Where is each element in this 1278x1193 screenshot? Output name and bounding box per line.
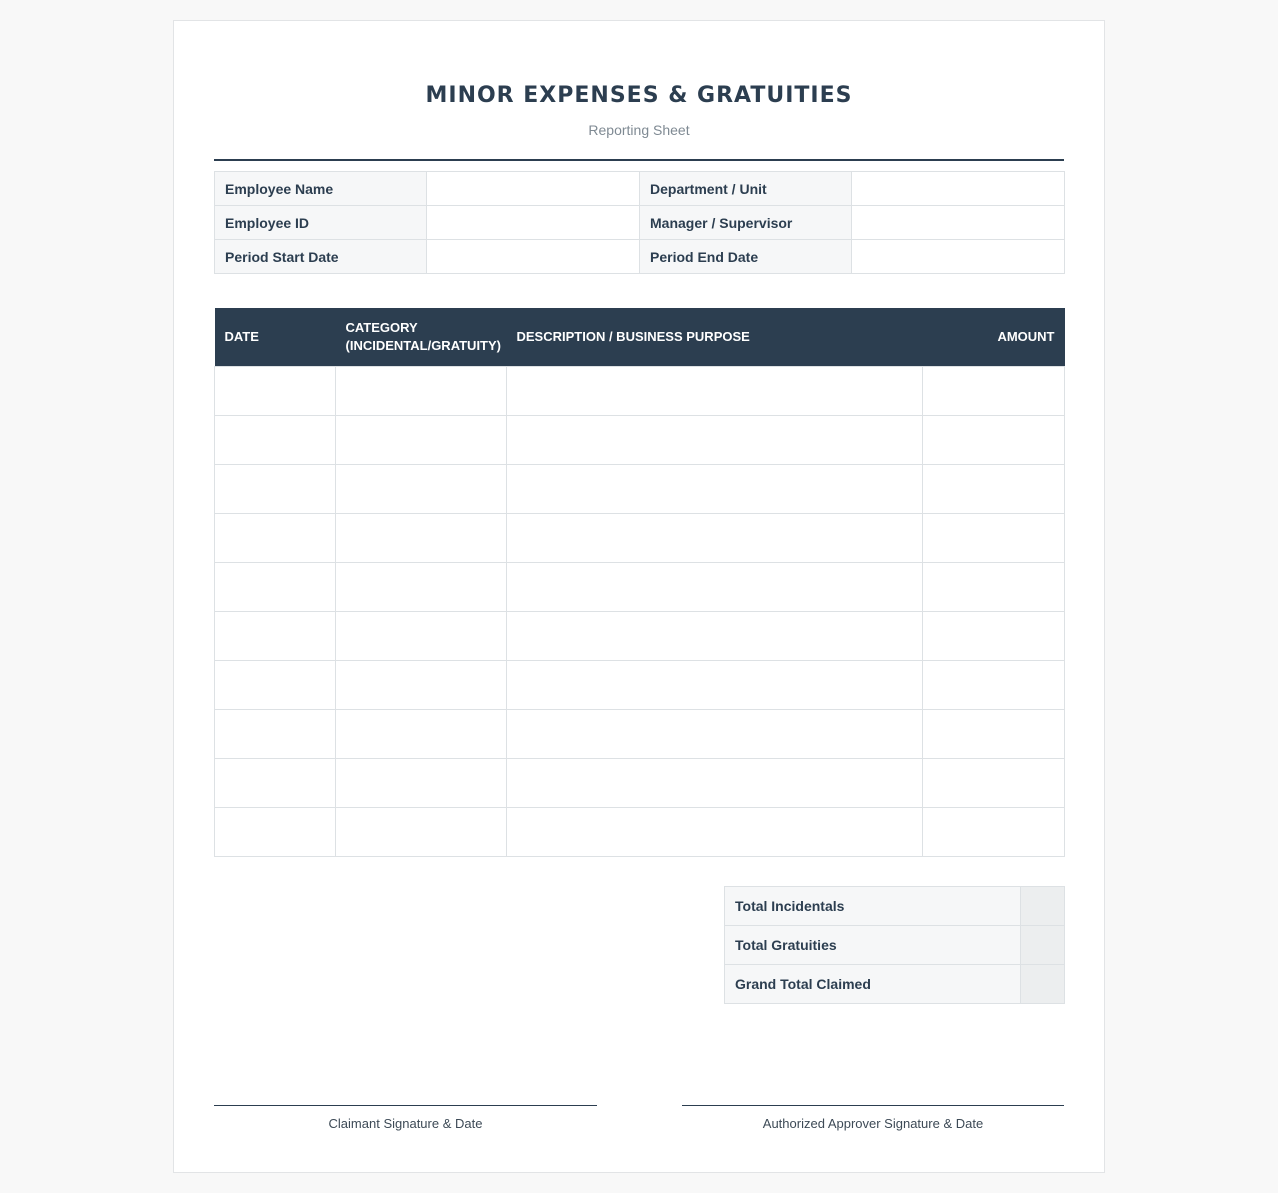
description-cell[interactable] bbox=[507, 807, 923, 856]
amount-cell[interactable] bbox=[923, 366, 1065, 415]
description-cell[interactable] bbox=[507, 513, 923, 562]
table-row bbox=[215, 366, 1065, 415]
category-cell[interactable] bbox=[336, 807, 507, 856]
amount-cell[interactable] bbox=[923, 660, 1065, 709]
period-start-label: Period Start Date bbox=[215, 240, 427, 274]
employee-name-label: Employee Name bbox=[215, 172, 427, 206]
category-column-header bbox=[336, 308, 507, 366]
amount-cell[interactable] bbox=[923, 709, 1065, 758]
description-cell[interactable] bbox=[507, 660, 923, 709]
period-end-field[interactable] bbox=[852, 240, 1065, 274]
description-cell[interactable] bbox=[507, 611, 923, 660]
manager-label: Manager / Supervisor bbox=[640, 206, 852, 240]
table-row bbox=[215, 464, 1065, 513]
date-cell[interactable] bbox=[215, 709, 336, 758]
grand-total-value bbox=[1021, 965, 1065, 1004]
amount-cell[interactable] bbox=[923, 464, 1065, 513]
table-row bbox=[215, 660, 1065, 709]
description-column-header bbox=[507, 308, 923, 366]
table-row bbox=[215, 562, 1065, 611]
category-cell[interactable] bbox=[336, 513, 507, 562]
description-cell[interactable] bbox=[507, 366, 923, 415]
info-row bbox=[215, 240, 1065, 274]
date-header-label: DATE bbox=[224, 328, 259, 344]
amount-cell[interactable] bbox=[923, 807, 1065, 856]
description-cell[interactable] bbox=[507, 709, 923, 758]
table-row bbox=[215, 709, 1065, 758]
amount-column-header bbox=[923, 308, 1065, 366]
document-subtitle: Reporting Sheet bbox=[588, 122, 690, 138]
department-field[interactable] bbox=[852, 172, 1065, 206]
amount-cell[interactable] bbox=[923, 611, 1065, 660]
claimant-signature-line[interactable] bbox=[214, 1105, 597, 1131]
date-cell[interactable] bbox=[215, 807, 336, 856]
employee-id-field[interactable] bbox=[427, 206, 640, 240]
info-row bbox=[215, 206, 1065, 240]
amount-header-label: AMOUNT bbox=[997, 328, 1055, 344]
description-cell[interactable] bbox=[507, 415, 923, 464]
total-incidentals-value bbox=[1021, 887, 1065, 926]
totals-row bbox=[725, 965, 1065, 1004]
totals-table bbox=[724, 886, 1065, 1004]
period-start-field[interactable] bbox=[427, 240, 640, 274]
date-cell[interactable] bbox=[215, 611, 336, 660]
date-cell[interactable] bbox=[215, 758, 336, 807]
amount-cell[interactable] bbox=[923, 513, 1065, 562]
total-gratuities-value bbox=[1021, 926, 1065, 965]
date-cell[interactable] bbox=[215, 464, 336, 513]
amount-cell[interactable] bbox=[923, 758, 1065, 807]
category-cell[interactable] bbox=[336, 464, 507, 513]
description-cell[interactable] bbox=[507, 464, 923, 513]
manager-field[interactable] bbox=[852, 206, 1065, 240]
category-cell[interactable] bbox=[336, 611, 507, 660]
table-row bbox=[215, 415, 1065, 464]
approver-signature-label: Authorized Approver Signature & Date bbox=[762, 1116, 984, 1131]
table-row bbox=[215, 611, 1065, 660]
period-end-label: Period End Date bbox=[640, 240, 852, 274]
amount-cell[interactable] bbox=[923, 415, 1065, 464]
total-incidentals-label: Total Incidentals bbox=[725, 887, 1021, 926]
date-cell[interactable] bbox=[215, 562, 336, 611]
category-cell[interactable] bbox=[336, 709, 507, 758]
expense-table bbox=[214, 308, 1065, 857]
category-cell[interactable] bbox=[336, 758, 507, 807]
expense-header-row bbox=[215, 308, 1065, 366]
description-header-label: DESCRIPTION / BUSINESS PURPOSE bbox=[516, 328, 750, 344]
date-cell[interactable] bbox=[215, 660, 336, 709]
approver-signature-line[interactable] bbox=[682, 1105, 1064, 1131]
description-cell[interactable] bbox=[507, 758, 923, 807]
category-header-sublabel: (INCIDENTAL/GRATUITY) bbox=[345, 337, 501, 353]
table-row bbox=[215, 807, 1065, 856]
category-header-label: CATEGORY bbox=[345, 319, 418, 335]
claimant-signature-label: Claimant Signature & Date bbox=[328, 1116, 483, 1131]
category-cell[interactable] bbox=[336, 415, 507, 464]
employee-name-field[interactable] bbox=[427, 172, 640, 206]
grand-total-label: Grand Total Claimed bbox=[725, 965, 1021, 1004]
date-cell[interactable] bbox=[215, 513, 336, 562]
description-cell[interactable] bbox=[507, 562, 923, 611]
amount-cell[interactable] bbox=[923, 562, 1065, 611]
totals-row bbox=[725, 887, 1065, 926]
employee-info-table bbox=[214, 171, 1065, 274]
info-row bbox=[215, 172, 1065, 206]
department-label: Department / Unit bbox=[640, 172, 852, 206]
date-cell[interactable] bbox=[215, 366, 336, 415]
total-gratuities-label: Total Gratuities bbox=[725, 926, 1021, 965]
table-row bbox=[215, 758, 1065, 807]
employee-id-label: Employee ID bbox=[215, 206, 427, 240]
category-cell[interactable] bbox=[336, 660, 507, 709]
category-cell[interactable] bbox=[336, 366, 507, 415]
totals-row bbox=[725, 926, 1065, 965]
date-cell[interactable] bbox=[215, 415, 336, 464]
report-sheet bbox=[173, 20, 1105, 1173]
table-row bbox=[215, 513, 1065, 562]
document-title: MINOR EXPENSES & GRATUITIES bbox=[425, 83, 853, 108]
category-cell[interactable] bbox=[336, 562, 507, 611]
date-column-header bbox=[215, 308, 336, 366]
title-divider bbox=[214, 159, 1064, 161]
